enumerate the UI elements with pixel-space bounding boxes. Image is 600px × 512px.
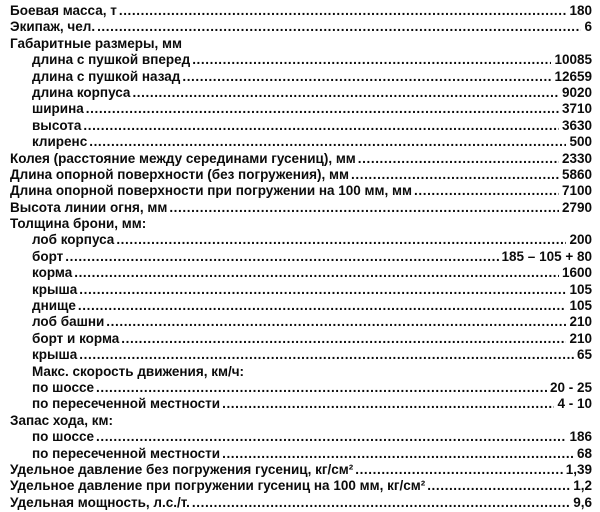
dot-leader [74, 265, 559, 281]
spec-row-track-gauge [10, 151, 592, 167]
dot-leader [358, 151, 559, 167]
spec-row-crew [10, 19, 592, 35]
spec-value: 210 [569, 330, 592, 346]
dot-leader [119, 3, 567, 19]
spec-row-hull-length [10, 85, 592, 101]
dot-leader [97, 19, 581, 35]
spec-value: 5860 [561, 166, 592, 182]
spec-label: высота [32, 117, 82, 133]
spec-row-bottom [10, 298, 592, 314]
spec-label: длина корпуса [32, 84, 131, 100]
dot-leader [169, 200, 559, 216]
spec-row-support-length [10, 167, 592, 183]
dot-leader [96, 380, 547, 396]
spec-label: днище [32, 298, 76, 314]
dot-leader [192, 52, 551, 68]
spec-row-turret-side-rear [10, 331, 592, 347]
section-heading: Габаритные размеры, мм [10, 35, 182, 51]
spec-row-speed-highway [10, 380, 592, 396]
dot-leader [86, 101, 559, 117]
spec-row-side [10, 249, 592, 265]
spec-row-range-crosscountry [10, 446, 592, 462]
section-heading: Запас хода, км: [10, 412, 113, 428]
spec-row-ground-pressure [10, 462, 592, 478]
spec-value: 4 - 10 [557, 396, 592, 412]
spec-section-max-speed [10, 364, 592, 380]
dot-leader [132, 85, 559, 101]
spec-value: 500 [569, 134, 592, 150]
spec-label: борт [32, 248, 64, 264]
spec-row-turret-front [10, 314, 592, 330]
spec-label: длина с пушкой назад [32, 68, 181, 84]
spec-label: лоб башни [32, 314, 105, 330]
spec-value: 2790 [561, 199, 592, 215]
spec-row-rear [10, 265, 592, 281]
dot-leader [116, 232, 566, 248]
spec-label: крыша [32, 281, 78, 297]
spec-value: 7100 [561, 183, 592, 199]
dot-leader [96, 429, 566, 445]
spec-label: Удельное давление без погружения гусениц, кг/см² [10, 461, 354, 477]
spec-value: 65 [576, 347, 592, 363]
dot-leader [192, 495, 570, 511]
dot-leader [222, 396, 554, 412]
spec-label: Колея (расстояние между серединами гусениц), мм [10, 150, 356, 166]
spec-row-roof [10, 282, 592, 298]
spec-label: Длина опорной поверхности (без погружения), мм [10, 166, 350, 182]
dot-leader [65, 249, 498, 265]
spec-label: Боевая масса, т [10, 3, 117, 18]
spec-value: 12659 [554, 68, 592, 84]
spec-value: 1,39 [565, 461, 592, 477]
spec-label: крыша [32, 347, 78, 363]
spec-row-turret-roof [10, 347, 592, 363]
dot-leader [182, 69, 551, 85]
dot-leader [427, 478, 570, 494]
dot-leader [351, 167, 559, 183]
section-heading: Макс. скорость движения, км/ч: [32, 363, 245, 379]
dot-leader [78, 298, 567, 314]
spec-label: Удельное давление при погружении гусениц на 100 мм, кг/см² [10, 478, 426, 494]
spec-label: борт и корма [32, 330, 120, 346]
spec-label: ширина [32, 101, 84, 117]
dot-leader [106, 314, 566, 330]
spec-value: 185 – 105 + 80 [501, 248, 592, 264]
dot-leader [355, 462, 563, 478]
dot-leader [222, 446, 574, 462]
spec-value: 3630 [561, 117, 592, 133]
spec-value: 2330 [561, 150, 592, 166]
spec-section-dimensions [10, 36, 592, 52]
spec-row-power-to-weight [10, 495, 592, 511]
spec-row-range-highway [10, 429, 592, 445]
spec-value: 105 [569, 298, 592, 314]
spec-value: 9,6 [573, 494, 592, 510]
spec-section-armor [10, 216, 592, 232]
spec-value: 1,2 [573, 478, 592, 494]
spec-label: по шоссе [32, 429, 94, 445]
spec-label: по шоссе [32, 379, 94, 395]
spec-row-ground-pressure-sunk [10, 478, 592, 494]
spec-label: Удельная мощность, л.с./т. [10, 494, 190, 510]
spec-value: 186 [569, 429, 592, 445]
spec-label: Экипаж, чел. [10, 19, 96, 35]
spec-value: 1600 [561, 265, 592, 281]
spec-label: по пересеченной местности [32, 396, 221, 412]
spec-value: 9020 [561, 84, 592, 100]
spec-row-hull-front [10, 232, 592, 248]
spec-value: 68 [576, 445, 592, 461]
spec-value: 200 [569, 232, 592, 248]
dot-leader [83, 118, 559, 134]
spec-value: 20 - 25 [549, 379, 592, 395]
spec-label: длина с пушкой вперед [32, 52, 191, 68]
dot-leader [79, 282, 566, 298]
spec-label: корма [32, 265, 73, 281]
spec-value: 3710 [561, 101, 592, 117]
dot-leader [79, 347, 574, 363]
section-heading: Толщина брони, мм: [10, 216, 147, 232]
dot-leader [121, 331, 566, 347]
spec-value: 105 [569, 281, 592, 297]
spec-value: 6 [584, 19, 592, 35]
spec-row-length-gun-forward [10, 52, 592, 68]
spec-row-combat-mass [10, 3, 592, 19]
spec-label: Высота линии огня, мм [10, 199, 168, 215]
spec-value: 10085 [554, 52, 592, 68]
dot-leader [414, 183, 559, 199]
spec-section-range [10, 413, 592, 429]
dot-leader [89, 134, 566, 150]
spec-label: клиренс [32, 134, 88, 150]
spec-row-length-gun-rear [10, 69, 592, 85]
spec-value: 180 [569, 3, 592, 18]
spec-row-width [10, 101, 592, 117]
spec-row-clearance [10, 134, 592, 150]
spec-label: по пересеченной местности [32, 445, 221, 461]
spec-row-fire-line-height [10, 200, 592, 216]
spec-row-support-length-sunk [10, 183, 592, 199]
spec-value: 210 [569, 314, 592, 330]
spec-row-speed-crosscountry [10, 396, 592, 412]
spec-label: лоб корпуса [32, 232, 115, 248]
spec-row-height [10, 118, 592, 134]
spec-label: Длина опорной поверхности при погружении на 100 мм, мм [10, 183, 413, 199]
